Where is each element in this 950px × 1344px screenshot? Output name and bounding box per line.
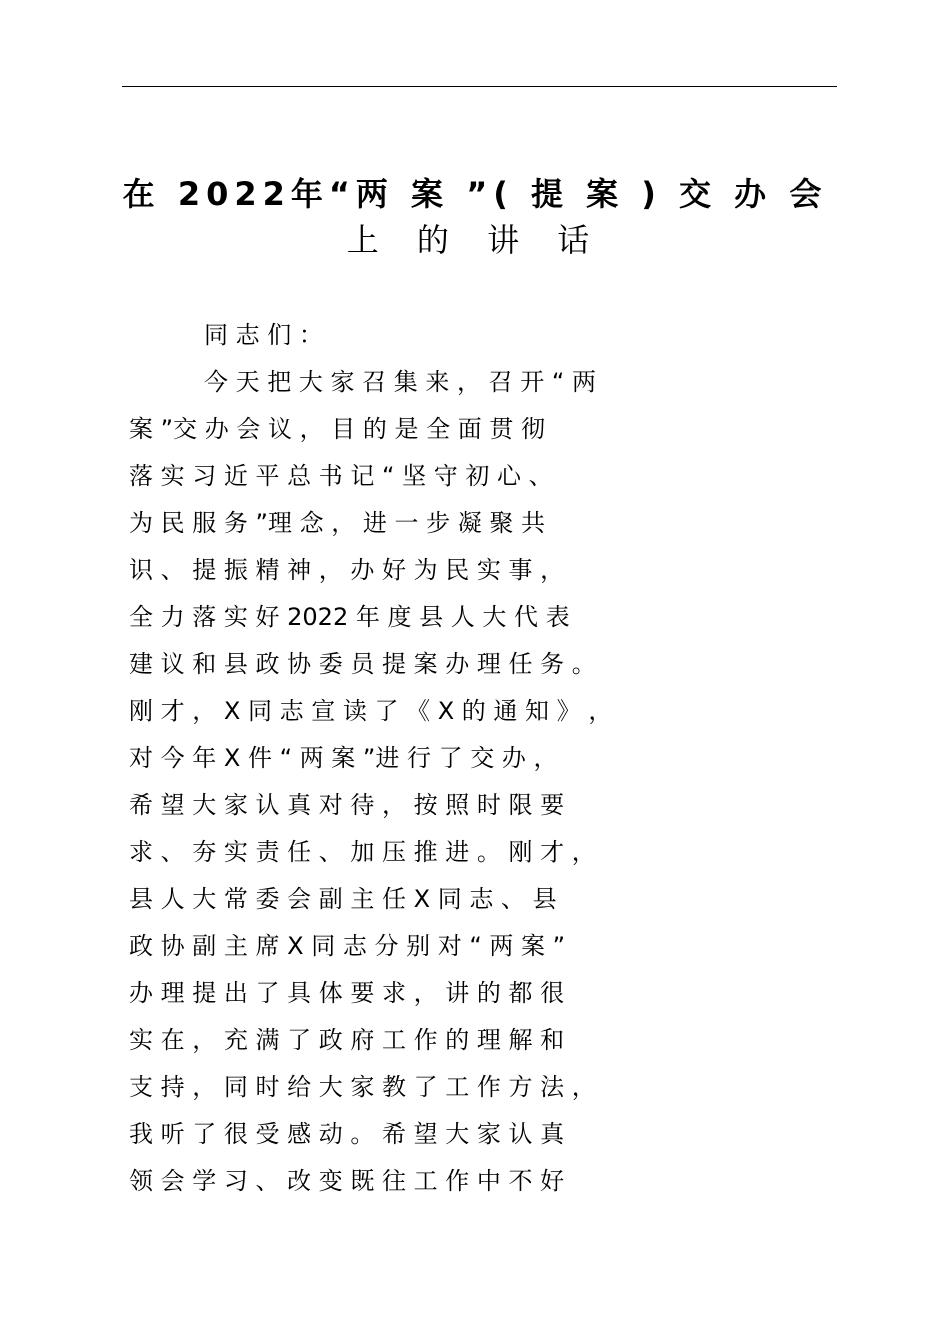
- paragraph-line: 建 议 和 县 政 协 委 员 提 案 办 理 任 务 。: [129, 650, 596, 678]
- salutation: 同 志 们 ：: [204, 321, 323, 349]
- document-title-line-1: 在 2022年“两 案 ”( 提 案 ) 交 办 会: [122, 175, 828, 213]
- paragraph-line: 刚 才 ， X 同 志 宣 读 了 《 X 的 通 知 》 ，: [129, 697, 613, 725]
- paragraph-line: 政 协 副 主 席 X 同 志 分 别 对 “ 两 案 ”: [129, 932, 566, 960]
- paragraph-line: 领 会 学 习 、 改 变 既 往 工 作 中 不 好: [129, 1167, 565, 1195]
- paragraph-line: 求 、 夯 实 责 任 、 加 压 推 进 。 刚 才 ，: [129, 838, 596, 866]
- paragraph-line: 支 持 ， 同 时 给 大 家 教 了 工 作 方 法 ，: [129, 1073, 596, 1101]
- paragraph-line: 希 望 大 家 认 真 对 待 ， 按 照 时 限 要: [129, 791, 565, 819]
- paragraph-line: 为 民 服 务 ”理 念 ， 进 一 步 凝 聚 共: [129, 509, 545, 537]
- paragraph-line: 今 天 把 大 家 召 集 来 ， 召 开 “ 两: [204, 368, 596, 396]
- paragraph-line: 落 实 习 近 平 总 书 记 “ 坚 守 初 心 、: [129, 462, 553, 490]
- document-title-line-2: 上 的 讲 话: [346, 221, 604, 259]
- paragraph-line: 全 力 落 实 好 2022 年 度 县 人 大 代 表: [129, 603, 570, 631]
- paragraph-line: 实 在 ， 充 满 了 政 府 工 作 的 理 解 和: [129, 1026, 565, 1054]
- header-rule: [122, 86, 837, 87]
- paragraph-line: 我 听 了 很 受 感 动 。 希 望 大 家 认 真: [129, 1120, 565, 1148]
- paragraph-line: 办 理 提 出 了 具 体 要 求 ， 讲 的 都 很: [129, 979, 565, 1007]
- paragraph-line: 县 人 大 常 委 会 副 主 任 X 同 志 、 县: [129, 885, 557, 913]
- paragraph-line: 识 、 提 振 精 神 ， 办 好 为 民 实 事 ，: [129, 556, 565, 584]
- paragraph-line: 案 ”交 办 会 议 ， 目 的 是 全 面 贯 彻: [129, 415, 545, 443]
- paragraph-line: 对 今 年 X 件 “ 两 案 ”进 行 了 交 办 ，: [129, 744, 558, 772]
